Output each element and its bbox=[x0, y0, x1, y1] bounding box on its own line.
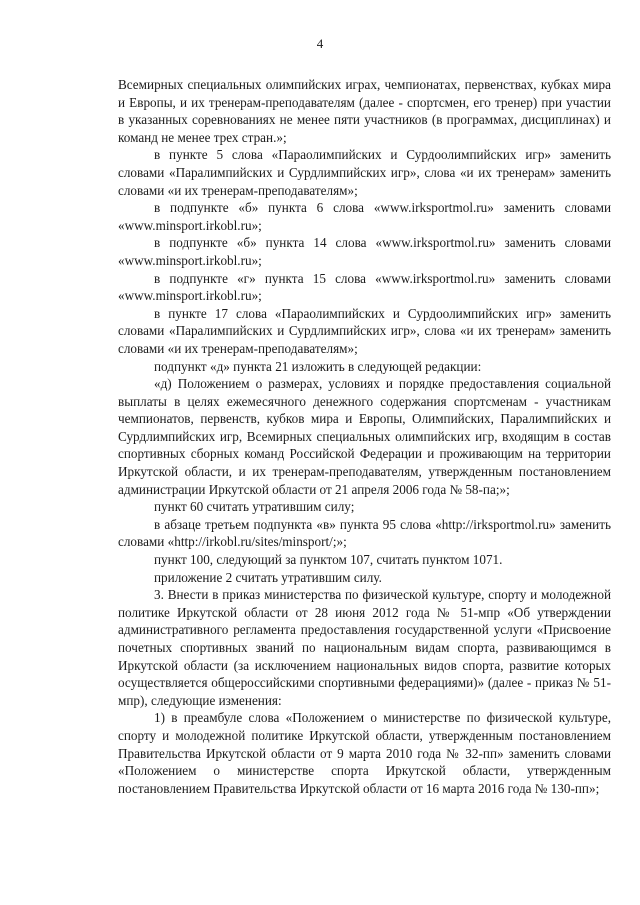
paragraph: «д) Положением о размерах, условиях и порядке предоставления социальной выплаты в целях ежемесячного денежного содержания спортсменам - участникам чемпионатов, первенств, кубков мира и Европы, Олимпийских, Паралимпийских и Сурдлимпийских игр, Всемирных специальных олимпийских игр, входящим в состав спортивных сборных команд Российской Федерации и проживающим на территории Иркутской области, и их тренерам-преподавателям, утвержденным постановлением администрации Иркутской области от 21 апреля 2006 года № 58-па;»; bbox=[118, 376, 611, 497]
paragraph: в подпункте «г» пункта 15 слова «www.irksportmol.ru» заменить словами «www.minsport.irkobl.ru»; bbox=[118, 270, 611, 304]
paragraph: в пункте 17 слова «Параолимпийских и Сурдоолимпийских игр» заменить словами «Паралимпийских и Сурдлимпийских игр», слова «и их тренерам» заменить словами «и их тренерам-преподавателям»; bbox=[118, 305, 611, 356]
paragraph: в абзаце третьем подпункта «в» пункта 95 слова «http://irksportmol.ru» заменить словами «http://irkobl.ru/sites/minsport/;»; bbox=[118, 516, 611, 550]
paragraph: в подпункте «б» пункта 14 слова «www.irksportmol.ru» заменить словами «www.minsport.irkobl.ru»; bbox=[118, 235, 611, 268]
paragraph: подпункт «д» пункта 21 изложить в следующей редакции: bbox=[154, 358, 482, 374]
paragraph: пункт 60 считать утратившим силу; bbox=[154, 499, 355, 515]
paragraph: пункт 100, следующий за пунктом 107, считать пунктом 1071. bbox=[154, 552, 503, 568]
paragraph: 3. Внести в приказ министерства по физической культуре, спорту и молодежной политике Иркутской области от 28 июня 2012 года № 51-мпр «Об утверждении административного регламента предоставления государственной услуги «Присвоение почетных спортивных званий по национальным видам спорта, развивающимся в Иркутской области (за исключением национальных видов спорта, развитие которых осуществляется общероссийскими спортивными федерациями)» (далее - приказ № 51-мпр), следующие изменения: bbox=[118, 587, 611, 708]
page-number: 4 bbox=[316, 36, 324, 51]
paragraph: приложение 2 считать утратившим силу. bbox=[154, 569, 382, 585]
paragraph: Всемирных специальных олимпийских играх, чемпионатах, первенствах, кубках мира и Европы, и их тренерам-преподавателям (далее - спортсмен, его тренер) при участии в указанных соревнованиях не менее пяти участников (в программах, дисциплинах) и команд не менее трех стран.»; bbox=[118, 77, 611, 145]
paragraph: 1) в преамбуле слова «Положением о министерстве по физической культуре, спорту и молодежной политике Иркутской области, утвержденным постановлением Правительства Иркутской области от 9 марта 2010 года № 32-пп» заменить словами «Положением о министерстве спорта Иркутской области, утвержденным постановлением Правительства Иркутской области от 16 марта 2016 года № 130-пп»; bbox=[118, 710, 611, 796]
document-body bbox=[118, 76, 611, 797]
paragraph: в подпункте «б» пункта 6 слова «www.irksportmol.ru» заменить словами «www.minsport.irkobl.ru»; bbox=[118, 200, 611, 233]
paragraph: в пункте 5 слова «Параолимпийских и Сурдоолимпийских игр» заменить словами «Паралимпийских и Сурдлимпийских игр», слова «и их тренерам» заменить словами «и их тренерам-преподавателям»; bbox=[118, 147, 611, 198]
